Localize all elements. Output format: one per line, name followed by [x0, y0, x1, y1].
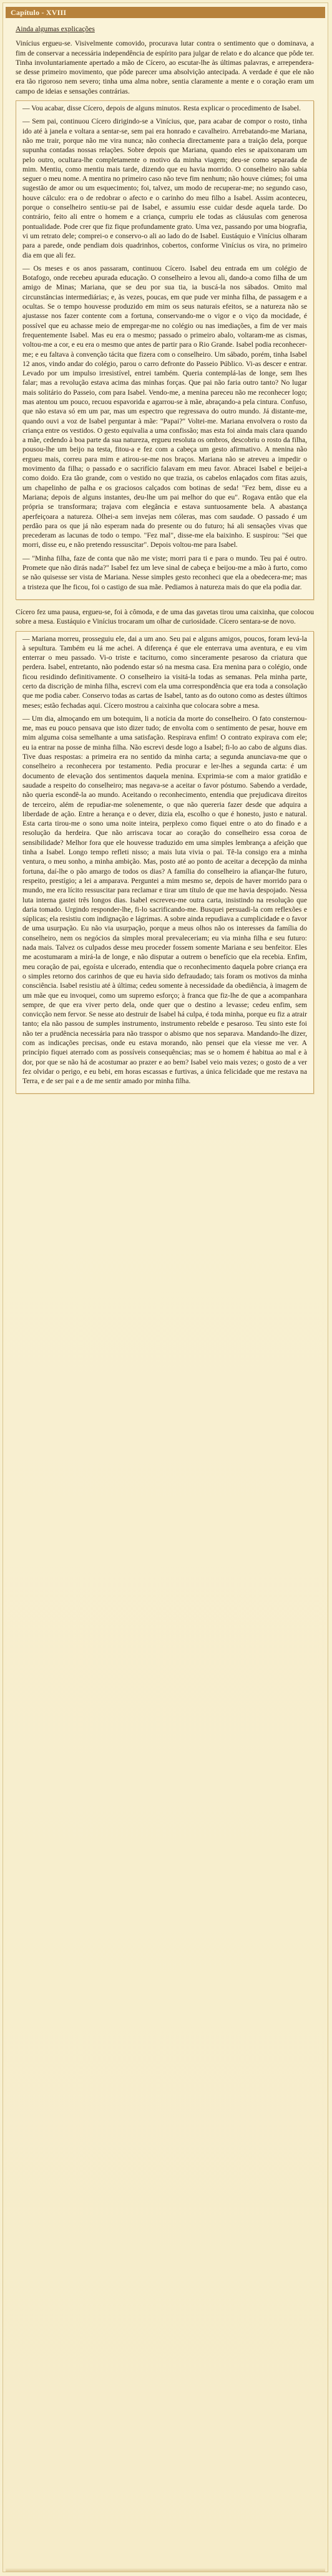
chapter-subtitle: Ainda algumas explicações [16, 25, 95, 33]
chapter-content [3, 18, 328, 1094]
quote-paragraph: — Um dia, almoçando em um botequim, li a notícia da morte do conselheiro. O fato consternou-me, mas eu pouco pensava que isto dizer tudo; de envolta com o sentimento de pesar, houve em mim alguma coisa semelhante a uma satisfação. Respirava enfim! O contrato expirava com ele; eu ia entrar na posse de minha filha. Não escrevi desde logo a Isabel; fi-lo ao cabo de alguns dias. Tive duas respostas: a primeira era no sentido da minha carta; a segunda anunciava-me que o conselheiro a reconhecera por testamento. Pedia procurar e ler-lhes a segunda carta: é um documento de elevação dos sentimentos daquela menina. Exprimia-se com a maior gratidão e saudade a respeito do conselheiro; mas negava-se a aceitar o favor póstumo. Sabendo a verdade, não queria escondê-la ao mundo. Aceitando o reconhecimento, entendia que prejudicava direitos de terceiro, além de repudiar-me solenemente, o que não quereria fazer desde que adquira a liberdade de ação. Entre a herança e o dever, dizia ela, escolho o que é honesto, justo e natural. Esta carta tirou-me o sono uma noite inteira, perplexo como fiquei entre o ato do finado e a resolução da herdeira. Que não arriscava tocar ao coração do conselheiro essa coroa de sensibilidade? Melhor fora que ele houvesse traduzido em uma simples lembrança a afeição que tinha a Isabel. Longo tempo refleti nisso; a mais luta vivia o pai. Tê-la consigo era a minha ventura, o meu sonho, a minha ambição. Mas, posto até ao ponto de aceitar a decepção da minha fortuna, daí-lhe o pão amargo de todos os dias? A família do conselheiro ia afiançar-lhe futuro, respeito, prestígio; a lei a amparava. Perguntei a mim mesmo se, depois de haver morrido para o mundo, me era lícito ressuscitar para reclamar e tirar um título de que me havia despojado. Nessa luta interna gastei três longos dias. Isabel escreveu-me outra carta, insistindo na resolução que daria tomado. Urgindo responder-lhe, fi-lo sacrificando-me. Busquei persuadi-la com reflexões e súplicas; ela resistiu com indignação e lágrimas. A sobre ainda repudiava a cumplicidade e o favor de uma usurpação. Eu não via usurpação, porque a meus olhos não os interesses da família do conselheiro, nem os negócios da simples moral prevaleceriam; eu via minha filha e seu futuro: nada mais. Talvez os culpados desse meu proceder fossem somente Mariana e seu benfeitor. Eles me acostumaram a mirá-la de longe, e não disputar a outrem o benefício que ela recebia. Enfim, meu coração de pai, egoísta e ulcerado, entendia que o reconhecimento daquela pobre criança era o simples retorno dos carinhos de que eu havia sido defraudado; tais foram os motivos da minha consciência. Isabel resistiu até à última; cedeu somente à necessidade da obediência, à imagem de um mãe que eu invoquei, como um supremo esforço; à franca que fiz-lhe de que a acompanhara sempre, de que era viver perto dela, onde quer que o destino a levasse; cedeu enfim, sem convicção nem fervor. Se nesse ato destruir de Isabel há culpa, é toda minha, porque eu fiz a atrair tanto; ela não passou de sumples instrumento, instrumento rebelde e pesaroso. Teu sinto este foi não ter a prudência necessária para não trasspor o abismo que nos separava. Mandando-lhe dizer, com as indicações precisas, onde eu estava morando, não pensei que ela viesse me ver. A princípio fiquei aterrado com as possíveis consequências; mas se o homem é habitua ao mal e à dor, por que se não há de acostumar ao prazer e ao bem? Isabel veio mais vezes; o gosto de a ver fez olvidar o perigo, e eu bebi, em horas escassas e furtivas, a única felicidade que me restava na Terra, e de ser pai e a de me sentir amado por minha filha. [22, 714, 307, 1086]
middle-paragraph: Cícero fez uma pausa, ergueu-se, foi à cômoda, e de uma das gavetas tirou uma caixinha, que colocou sobre a mesa. Eustáquio e Vinícius trocaram um olhar de curiosidade. Cícero sentara-se de novo. [16, 607, 314, 626]
quote-paragraph: — "Minha filha, faze de conta que não me viste; morri para ti e para o mundo. Teu pai é outro. Promete que não dirás nada?" Isabel fez um leve sinal de cabeça e beijou-me a mão à furto, como se não quisesse ser vista de Mariana. Nesse simples gesto reconheci que ela a obedecera-me; mas a tristeza que lhe ficou, foi o castigo de sua mãe. Pediamos à natureza mais do que ela podia dar. [22, 554, 307, 591]
quote-paragraph: — Vou acabar, disse Cícero, depois de alguns minutos. Resta explicar o procedimento de Isabel. [22, 104, 301, 113]
quote-paragraph: — Os meses e os anos passaram, continuou Cícero. Isabel deu entrada em um colégio de Botafogo, onde recebeu apurada educação. O conselheiro a levou ali, dando-a como filha de um amigo de Minas; Mariana, que se deu por sua tia, ia buscá-la nos sábados. Omito mal circunstâncias intermediárias; e, às vezes, poucas, em que pude ver minha filha, de passagem e a ocultas. Se o tempo houvesse produzido em mim os seus naturais efeitos, se a natureza não se ajustasse nos fazer contente com a fortuna, conservando-me o vigor e o viço da mocidade, é possível que eu achasse meio de empregar-me no colégio ou nas imediações, a fim de ver mais frequentemente Isabel. Mas eu era o mesmo; passado o primeiro abalo, voltaram-me as cismas, voltou-me a cor, e eu era o mesmo que antes de partir para o Rio Grande. Isabel podia reconhecer-me; e eu faltava à convenção tácita que fizera com o conselheiro. Um sábado, porém, tinha Isabel 12 anos, vindo andar do colégio, parou o carro defronte do Passeio Público. Vi-as descer e entrar. Levado por um impulso irresistível, entrei também. Queria contemplá-las de longe, sem lhes falar; mas a revolução estava acima das minhas forças. Que pai não faria outro tanto? No lugar mais solitário do Passeio, com para Isabel. Vendo-me, a menina pareceu não me reconhecer logo; mas atentou um pouco, recuou espavorida e agarrou-se à mãe, abraçando-a pela cintura. Confuso, que não estava só em um par, mas um espectro que regressava do outro mundo. Já distante-me, quando ouvi a voz de Isabel perguntar à mãe: "Papai?" Voltei-me. Mariana envolvera o rosto da criança entre os vestidos. O gesto equivalia a uma confissão; mas esta foi ainda mais clara quando a mãe, cedendo à boa parte da sua natureza, ergueu resoluta os ombros, descobriu o rosto da filha, pousou-lhe um beijo na testa, fitou-a e fez com a cabeça um gesto afirmativo. A menina não ergueu mais, correu para mim e atirou-se-me nos braços. Mariana não se atreveu a impedir o movimento da filha; o passado e o sacrifício falavam em meu favor. Abracei Isabel e beijei-a como doido. Era tão grande, com o vestido no que trazia, os cabelos enlaçados com fitas azuis, um chapelinho de palha e os graciosos calçados com botinas de seda! "Fez bem, disse eu a Mariana; depois de alguns instantes, deu-lhe um pai melhor do que eu". Rogava então que ela própria se transformara; trajava com elegância e estava suntuosamente bela. A abastança aperfeiçoara a natureza. Olhei-a sem invejas nem cóleras, mas com saudade. O passado é um perdão para os que já não esperam nada do presente ou do futuro; há ali sensações vivas que precederam as lacunas de todo o tempo. "Fez mal", disse-me ela baixinho. E suspirou: "Sei que morri, disse eu, e não pretendo ressuscitar". Depois voltou-me para Isabel. [22, 264, 307, 549]
intro-paragraph: Vinícius ergueu-se. Visivelmente comovido, procurava lutar contra o sentimento que o dominava, a fim de conservar a necessária independência de espírito para julgar de relato e do alcance que pôde ter. Tinha involuntariamente apertado a mão de Cícero, ao escutar-lhe às últimas palavras, e arrependera-se desse primeiro movimento, que pôde parecer uma absolvição antecipada. A verdade é que ele não era tão rigoroso nem severo; tinha uma alma nobre, sentia claramente a mente e o coração eram um campo de ideias e sensações contrárias. [16, 39, 314, 95]
quote-paragraph: — Mariana morreu, prosseguiu ele, dai a um ano. Seu pai e alguns amigos, poucos, foram levá-la à sepultura. Também eu lá me achei. A diferença é que ele enterrava uma aventura, e eu vim enterrar o meu passado. Vi-o triste e taciturno, como sinceramente pesaroso da criatura que perdera. Isabel, entretanto, não podendo estar só na mesma casa. Era menina para o colégio, onde ficou residindo definitivamente. O conselheiro ia visitá-la todas as semanas. Pela minha parte, certo da discrição de minha filha, escrevi com ela uma correspondência que era toda a consolação que me podia caber. Conservo todas as cartas de Isabel, tanto as do outono como as destes últimos meses; estão fechadas aqui. Cícero mostrou a caixinha que colocara sobre a mesa. [22, 634, 307, 710]
quote-box-second [16, 631, 314, 1094]
chapter-header [6, 7, 325, 18]
page-bottom-shadow [6, 2568, 325, 2572]
quote-box-first [16, 100, 314, 600]
quote-paragraph: — Sem pai, continuou Cícero dirigindo-se a Vinícius, que, para acabar de compor o rosto, tinha ido até à janela e voltara a sentar-se, sem pai era honrado e cavalheiro. Arrebatando-me Mariana, não me trair, porque não me vira nunca; não conhecia directamente para a traição dela, porque supunha contadas nossas relações. Sobre depois que Mariana, quando eles se apaixonaram um pelo outro, ocultara-lhe completamente o motivo da minha viagem; deu-se como separada de mim. Mentiu, como mentiu mais tarde, dizendo que eu havia morrido. O conselheiro não sabia seguer o meu nome. A mentira no primeiro caso não teve fim nenhum; não houve ciúmes; foi uma sugestão de amor ou um esquecimento; foi, talvez, um modo de recuperar-me; no segundo caso, houve cálculo: era o de redobrar o afecto e o carinho do meu filho a Isabel. Assim aconteceu, porque o conselheiro sentiu-se pai de Isabel, e assumiu esse cuidar desde aquela tarde. Do contrário, feito ali entre o homem e a criança, cumpriu ele todas as cláusulas com generosa pontualidade. Pode crer que fiz fique profundamente grato. Uma vez, passando por uma biografia, vi um retrato dele; comprei-o e conservo-o ali ao lado do de Isabel. Eustáquio e Vinícius olharam para a parede, onde pendiam dois quadrinhos, cobertos, conforme Vinícius os vira, no primeiro dia em que ali fez. [22, 117, 307, 259]
chapter-title: Capítulo - XVIII [11, 7, 67, 17]
page-frame [2, 2, 328, 2572]
